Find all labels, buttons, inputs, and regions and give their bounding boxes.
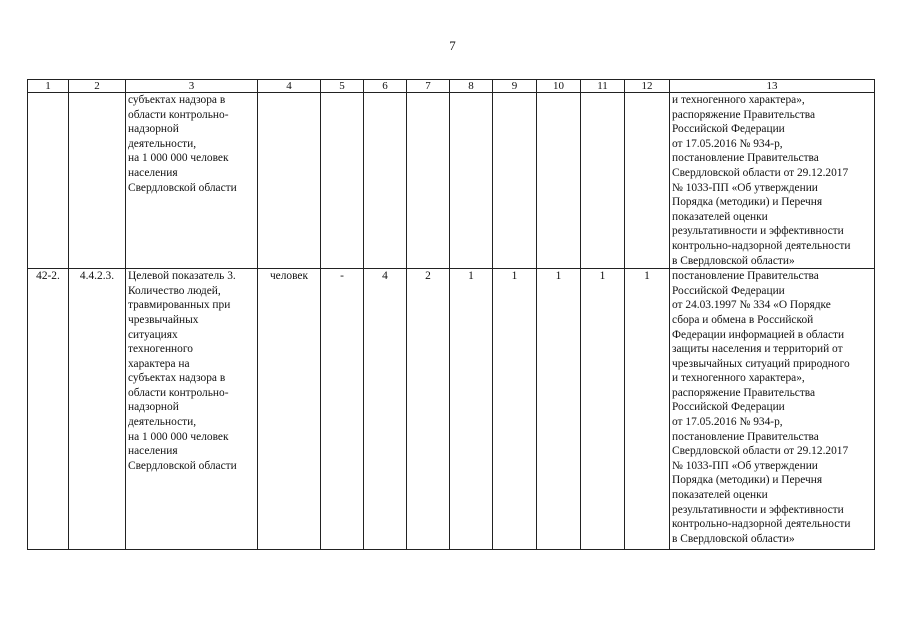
header-cell: 9: [493, 80, 537, 93]
header-cell: 7: [407, 80, 450, 93]
cell-value: [450, 93, 493, 269]
table-row: [28, 269, 875, 550]
cell-indicator: субъектах надзора в области контрольно- надзорной деятельности, на 1 000 000 человек населения Свердловской области: [126, 93, 258, 269]
cell-code: 4.4.2.3.: [69, 269, 126, 550]
cell-value: [581, 93, 625, 269]
cell-value: [537, 93, 581, 269]
cell-num: [28, 93, 69, 269]
indicators-table: [27, 79, 875, 550]
page-number: 7: [449, 38, 456, 53]
cell-value: [407, 93, 450, 269]
cell-value: 1: [450, 269, 493, 550]
header-cell: 10: [537, 80, 581, 93]
cell-value: 1: [493, 269, 537, 550]
cell-source: постановление Правительства Российской Федерации от 24.03.1997 № 334 «О Порядке сбора и обмена в Российской Федерации информацией в области защиты населения и территорий от чрезвычайных ситуаций природного и техногенного характера», распоряжение Правительства Российской Федерации от 17.05.2016 № 934-р, постановление Правительства Свердловской области от 29.12.2017 № 1033-ПП «Об утверждении Порядка (методики) и Перечня показателей оценки результативности и эффективности контрольно-надзорной деятельности в Свердловской области»: [670, 269, 875, 550]
cell-value: -: [321, 269, 364, 550]
header-cell: 6: [364, 80, 407, 93]
cell-value: 1: [581, 269, 625, 550]
header-cell: 3: [126, 80, 258, 93]
cell-indicator: Целевой показатель 3. Количество людей, травмированных при чрезвычайных ситуациях техногенного характера на субъектах надзора в области контрольно- надзорной деятельности, на 1 000 000 человек населения Свердловской области: [126, 269, 258, 550]
header-cell: 5: [321, 80, 364, 93]
cell-code: [69, 93, 126, 269]
table-header-row: [28, 80, 875, 93]
cell-value: [625, 93, 670, 269]
header-cell: 8: [450, 80, 493, 93]
header-cell: 1: [28, 80, 69, 93]
cell-value: [364, 93, 407, 269]
header-cell: 12: [625, 80, 670, 93]
cell-value: 1: [537, 269, 581, 550]
header-cell: 13: [670, 80, 875, 93]
cell-value: 1: [625, 269, 670, 550]
cell-value: [321, 93, 364, 269]
header-cell: 4: [258, 80, 321, 93]
cell-value: [493, 93, 537, 269]
cell-unit: человек: [258, 269, 321, 550]
cell-value: 2: [407, 269, 450, 550]
cell-unit: [258, 93, 321, 269]
cell-num: 42-2.: [28, 269, 69, 550]
header-cell: 2: [69, 80, 126, 93]
header-cell: 11: [581, 80, 625, 93]
table-row-continuation: [28, 93, 875, 269]
cell-source: и техногенного характера», распоряжение Правительства Российской Федерации от 17.05.2016 № 934-р, постановление Правительства Свердловской области от 29.12.2017 № 1033-ПП «Об утверждении Порядка (методики) и Перечня показателей оценки результативности и эффективности контрольно-надзорной деятельности в Свердловской области»: [670, 93, 875, 269]
cell-value: 4: [364, 269, 407, 550]
